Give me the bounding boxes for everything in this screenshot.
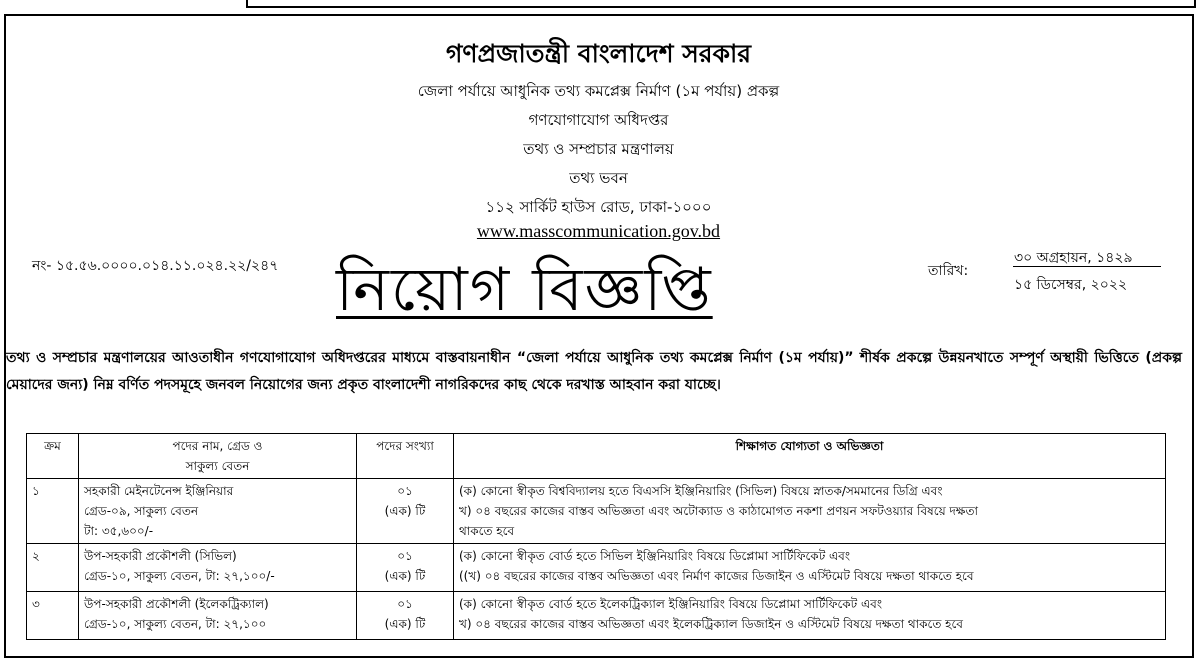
table-header-row (27, 434, 1166, 479)
post-name: সহকারী মেইনটেনেন্স ইঞ্জিনিয়ার (84, 484, 234, 498)
row-qualification (454, 479, 1166, 544)
header-qualification: শিক্ষাগত যোগ্যতা ও অভিজ্ঞতা (454, 434, 1166, 479)
row-post (79, 592, 357, 640)
date-bangla: ৩০ অগ্রহায়ন, ১৪২৯ (1014, 250, 1133, 266)
office-address: ১১২ সার্কিট হাউস রোড, ঢাকা-১০০০ (485, 198, 712, 216)
qualification-line: খ) ০৪ বছরের কাজের বাস্তব অভিজ্ঞতা এবং ইলেকট্রিক্যাল ডিজাইন ও এস্টিমেট বিষয়ে দক্ষতা থাকতে হবে (459, 617, 963, 631)
row-count (357, 544, 454, 592)
date-english: ১৫ ডিসেম্বর, ২০২২ (1014, 277, 1128, 293)
top-border-box (246, 0, 1196, 8)
count-words: (এক) টি (384, 504, 426, 518)
header-post-line1: পদের নাম, গ্রেড ও (172, 439, 263, 453)
post-salary: টা: ৩৫,৬০০/- (84, 524, 154, 538)
government-title: গণপ্রজাতন্ত্রী বাংলাদেশ সরকার (446, 39, 751, 68)
count-number: ০১ (397, 549, 413, 563)
row-count (357, 479, 454, 544)
count-number: ০১ (397, 597, 413, 611)
row-post (79, 544, 357, 592)
qualification-line: থাকতে হবে (459, 524, 515, 538)
posts-table (26, 433, 1166, 640)
header-serial: ক্রম (27, 434, 79, 479)
count-words: (এক) টি (384, 569, 426, 583)
table-row (27, 479, 1166, 544)
header-post-line2: সাকুল্য বেতন (185, 459, 250, 473)
post-grade-salary: গ্রেড-১০, সাকুল্য বেতন, টা: ২৭,১০০ (84, 617, 267, 631)
qualification-line: (ক) কোনো স্বীকৃত বিশ্ববিদ্যালয় হতে বিএসসি ইঞ্জিনিয়ারিং (সিভিল) বিষয়ে স্নাতক/সমমানের ডিগ্রি এবং (459, 484, 943, 498)
building-name: তথ্য ভবন (569, 169, 628, 187)
count-number: ০১ (397, 484, 413, 498)
date-label: তারিখ: (928, 263, 969, 279)
notice-title: নিয়োগ বিজ্ঞপ্তি (336, 255, 713, 325)
table-row (27, 544, 1166, 592)
post-grade: গ্রেড-০৯, সাকুল্য বেতন (84, 504, 198, 518)
header-count: পদের সংখ্যা (357, 434, 454, 479)
row-serial: ৩ (27, 592, 79, 640)
table-row (27, 592, 1166, 640)
project-name: জেলা পর্যায়ে আধুনিক তথ্য কমপ্লেক্স নির্মাণ (১ম পর্যায়) প্রকল্প (417, 82, 780, 100)
memo-number: নং- ১৫.৫৬.০০০০.০১৪.১১.০২৪.২২/২৪৭ (32, 258, 279, 274)
header-post (79, 434, 357, 479)
qualification-line: (ক) কোনো স্বীকৃত বোর্ড হতে ইলেকট্রিক্যাল ইঞ্জিনিয়ারিং বিষয়ে ডিপ্লোমা সার্টিফিকেট এবং (459, 597, 882, 611)
row-qualification (454, 592, 1166, 640)
post-grade-salary: গ্রেড-১০, সাকুল্য বেতন, টা: ২৭,১০০/- (84, 569, 275, 583)
post-name: উপ-সহকারী প্রকৌশলী (সিভিল) (84, 549, 237, 563)
website-link[interactable]: www.masscommunication.gov.bd (476, 221, 721, 241)
row-count (357, 592, 454, 640)
date-divider (1013, 266, 1161, 267)
qualification-line: খ) ০৪ বছরের কাজের বাস্তব অভিজ্ঞতা এবং অটোক্যাড ও কাঠামোগত নকশা প্রণয়ন সফটওয়্যার বিষয়ে দক্ষতা (459, 504, 979, 518)
row-qualification (454, 544, 1166, 592)
row-serial: ২ (27, 544, 79, 592)
department-name: গণযোগাযোগ অধিদপ্তর (528, 111, 669, 129)
post-name: উপ-সহকারী প্রকৌশলী (ইলেকট্রিক্যাল) (84, 597, 269, 611)
row-serial: ১ (27, 479, 79, 544)
count-words: (এক) টি (384, 617, 426, 631)
qualification-line: ((খ) ০৪ বছরের কাজের বাস্তব অভিজ্ঞতা এবং নির্মাণ কাজের ডিজাইন ও এস্টিমেট বিষয়ে দক্ষতা থাকতে হবে (459, 569, 974, 583)
ministry-name: তথ্য ও সম্প্রচার মন্ত্রণালয় (523, 140, 674, 158)
qualification-line: (ক) কোনো স্বীকৃত বোর্ড হতে সিভিল ইঞ্জিনিয়ারিং বিষয়ে ডিপ্লোমা সার্টিফিকেট এবং (459, 549, 851, 563)
row-post (79, 479, 357, 544)
intro-paragraph: তথ্য ও সম্প্রচার মন্ত্রণালয়ের আওতাধীন গণযোগাযোগ অধিদপ্তরের মাধ্যমে বাস্তবায়নাধীন “জেলা পর্যায়ে আধুনিক তথ্য কমপ্লেক্স নির্মাণ (১ম পর্যায়)” শীর্ষক প্রকল্পে উন্নয়নখাতে সম্পূর্ণ অস্থায়ী ভিত্তিতে (প্রকল্প মেয়াদের জন্য) নিম্ন বর্ণিত পদসমূহে জনবল নিয়োগের জন্য প্রকৃত বাংলাদেশী নাগরিকদের কাছ থেকে দরখাস্ত আহবান করা যাচ্ছে। (6, 350, 1182, 393)
